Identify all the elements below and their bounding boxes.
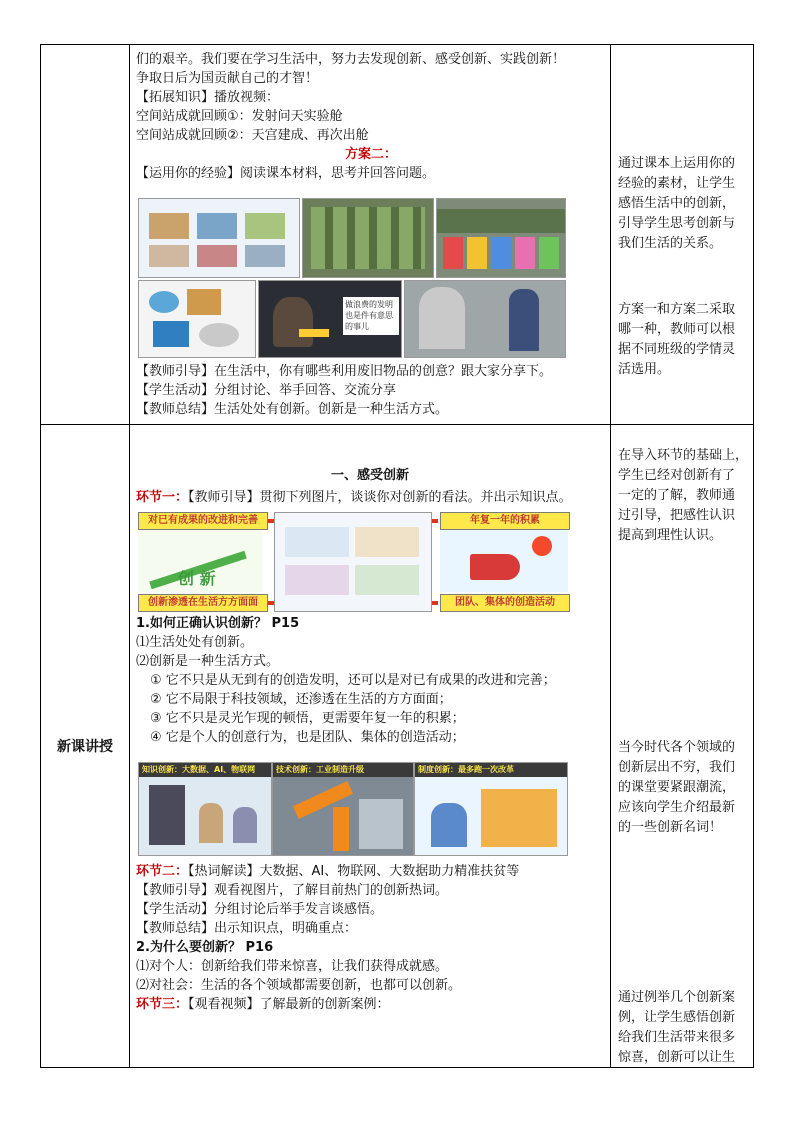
section-heading: 一、感受创新 bbox=[330, 468, 409, 483]
note-line: 在导入环节的基础上， bbox=[618, 448, 749, 463]
note-line: 创新层出不穷，我们 bbox=[618, 760, 736, 775]
tag-knowledge: 知识创新：大数据、AI、物联网 bbox=[139, 763, 272, 777]
knowledge-innovation-image bbox=[138, 762, 272, 856]
note-line: 的课堂要紧跟潮流， bbox=[618, 780, 736, 795]
plan-title: 方案二： bbox=[344, 147, 397, 162]
text-line: 空间站成就回顾②：天宫建成、再次出舱 bbox=[136, 128, 369, 143]
note-line: 当今时代各个领域的 bbox=[618, 740, 736, 755]
note-line: 通过例举几个创新案 bbox=[618, 990, 736, 1005]
banner-accumulate: 年复一年的积累 bbox=[440, 512, 570, 530]
diagram-center-word: 创 新 bbox=[178, 569, 216, 588]
institutional-innovation-image bbox=[414, 762, 568, 856]
text-line: 【教师总结】出示知识点，明确重点： bbox=[136, 921, 358, 936]
note-line: 方案一和方案二采取 bbox=[618, 302, 736, 317]
note-line: 应该向学生介绍最新 bbox=[618, 800, 736, 815]
list-item: ② 它不局限于科技领域，还渗透在生活的方方面面； bbox=[150, 692, 452, 707]
plan-line: 【运用你的经验】阅读课本材料，思考并回答问题。 bbox=[136, 166, 436, 181]
text-line: 【学生活动】分组讨论、举手回答、交流分享 bbox=[136, 383, 397, 398]
note-line: 感悟生活中的创新， bbox=[618, 196, 736, 211]
list-item: ④ 它是个人的创意行为，也是团队、集体的创造活动； bbox=[150, 730, 465, 745]
step2-text: 【热词解读】大数据、AI、物联网、大数据助力精准扶贫等 bbox=[188, 864, 520, 879]
teaching-note-top-1 bbox=[618, 154, 752, 254]
text-line: 们的艰辛。我们要在学习生活中，努力去发现创新、感受创新、实践创新！ bbox=[136, 52, 566, 67]
step1-prefix: 环节一： bbox=[136, 490, 189, 505]
list-item: ⑵创新是一种生活方式。 bbox=[136, 654, 280, 669]
list-item: ⑵对社会：生活的各个领域都需要创新，也都可以创新。 bbox=[136, 978, 462, 993]
boot-planter-image bbox=[436, 198, 566, 278]
note-line: 一定的了解，教师通 bbox=[618, 488, 736, 503]
bottle-planter-wall-image bbox=[302, 198, 434, 278]
text-line: 【教师总结】生活处处有创新。创新是一种生活方式。 bbox=[136, 402, 449, 417]
note-line: 我们生活的关系。 bbox=[618, 236, 723, 251]
q2-title: 2.为什么要创新？ P16 bbox=[136, 940, 274, 955]
note-line: 的一些创新名词！ bbox=[618, 820, 723, 835]
note-line: 哪一种，教师可以根 bbox=[618, 322, 736, 337]
q1-title: 1.如何正确认识创新？ P15 bbox=[136, 616, 300, 631]
bottle-crafts-image bbox=[138, 280, 256, 358]
note-line: 活选用。 bbox=[618, 362, 671, 377]
note-line: 学生已经对创新有了 bbox=[618, 468, 736, 483]
step1-text: 【教师引导】贯彻下列图片，谈谈你对创新的看法。并出示知识点。 bbox=[188, 490, 572, 505]
step2-line bbox=[136, 862, 519, 881]
teaching-note-main-1 bbox=[618, 446, 752, 546]
textbook-material-image bbox=[138, 198, 300, 278]
image-caption: 做浪费的发明 也是件有意思的事儿 bbox=[343, 297, 399, 335]
teaching-note-main-2 bbox=[618, 738, 752, 838]
note-line: 通过课本上运用你的 bbox=[618, 156, 736, 171]
list-item: ③ 它不只是灵光乍现的顿悟，更需要年复一年的积累； bbox=[150, 711, 465, 726]
note-line: 提高到理性认识。 bbox=[618, 528, 723, 543]
step3-prefix: 环节三： bbox=[136, 997, 189, 1012]
rocket-cartoon-image bbox=[440, 530, 568, 592]
tag-institutional: 制度创新：最多跑一次改革 bbox=[415, 763, 568, 777]
teaching-note-main-3 bbox=[618, 988, 752, 1068]
banner-improve: 对已有成果的改进和完善 bbox=[138, 512, 268, 530]
text-line: 【学生活动】分组讨论后举手发言谈感悟。 bbox=[136, 902, 384, 917]
q1-block bbox=[136, 614, 556, 747]
step2-block bbox=[136, 862, 519, 1014]
step1-line bbox=[136, 488, 572, 507]
note-line: 给我们生活带来很多 bbox=[618, 1030, 736, 1045]
section-label: 新课讲授 bbox=[57, 739, 113, 755]
teaching-note-top-2 bbox=[618, 300, 752, 380]
note-line: 经验的素材，让学生 bbox=[618, 176, 736, 191]
text-line: 空间站成就回顾①：发射问天实验舱 bbox=[136, 109, 343, 124]
list-item: ⑴生活处处有创新。 bbox=[136, 635, 254, 650]
banner-team: 团队、集体的创造活动 bbox=[440, 594, 570, 612]
note-line: 惊喜，创新可以让生 bbox=[618, 1050, 736, 1065]
growth-arrow-image bbox=[138, 530, 262, 592]
note-line: 例，让学生感悟创新 bbox=[618, 1010, 736, 1025]
note-line: 据不同班级的学情灵 bbox=[618, 342, 736, 357]
text-line: 争取日后为国贡献自己的才智！ bbox=[136, 71, 319, 86]
workshop-man-image bbox=[404, 280, 566, 358]
banner-life: 创新渗透在生活方方面面 bbox=[138, 594, 268, 612]
top-text-block bbox=[136, 50, 606, 183]
text-line: 【教师引导】观看视图片，了解目前热门的创新热词。 bbox=[136, 883, 449, 898]
step2-prefix: 环节二： bbox=[136, 864, 189, 879]
welding-inventor-image bbox=[258, 280, 402, 358]
text-line: 【拓展知识】播放视频： bbox=[136, 90, 280, 105]
list-item: ① 它不只是从无到有的创造发明，还可以是对已有成果的改进和完善； bbox=[150, 673, 556, 688]
list-item: ⑴对个人：创新给我们带来惊喜，让我们获得成就感。 bbox=[136, 959, 449, 974]
text-line: 【教师引导】在生活中，你有哪些利用废旧物品的创意？跟大家分享下。 bbox=[136, 364, 553, 379]
step3-line bbox=[136, 995, 519, 1014]
step3-text: 【观看视频】了解最新的创新案例： bbox=[188, 997, 390, 1012]
note-line: 过引导，把感性认识 bbox=[618, 508, 736, 523]
technology-innovation-image bbox=[272, 762, 414, 856]
tag-technology: 技术创新：工业制造升级 bbox=[273, 763, 414, 777]
textbook-scenes-image bbox=[274, 512, 432, 612]
note-line: 引导学生思考创新与 bbox=[618, 216, 736, 231]
top-after-block bbox=[136, 362, 552, 419]
